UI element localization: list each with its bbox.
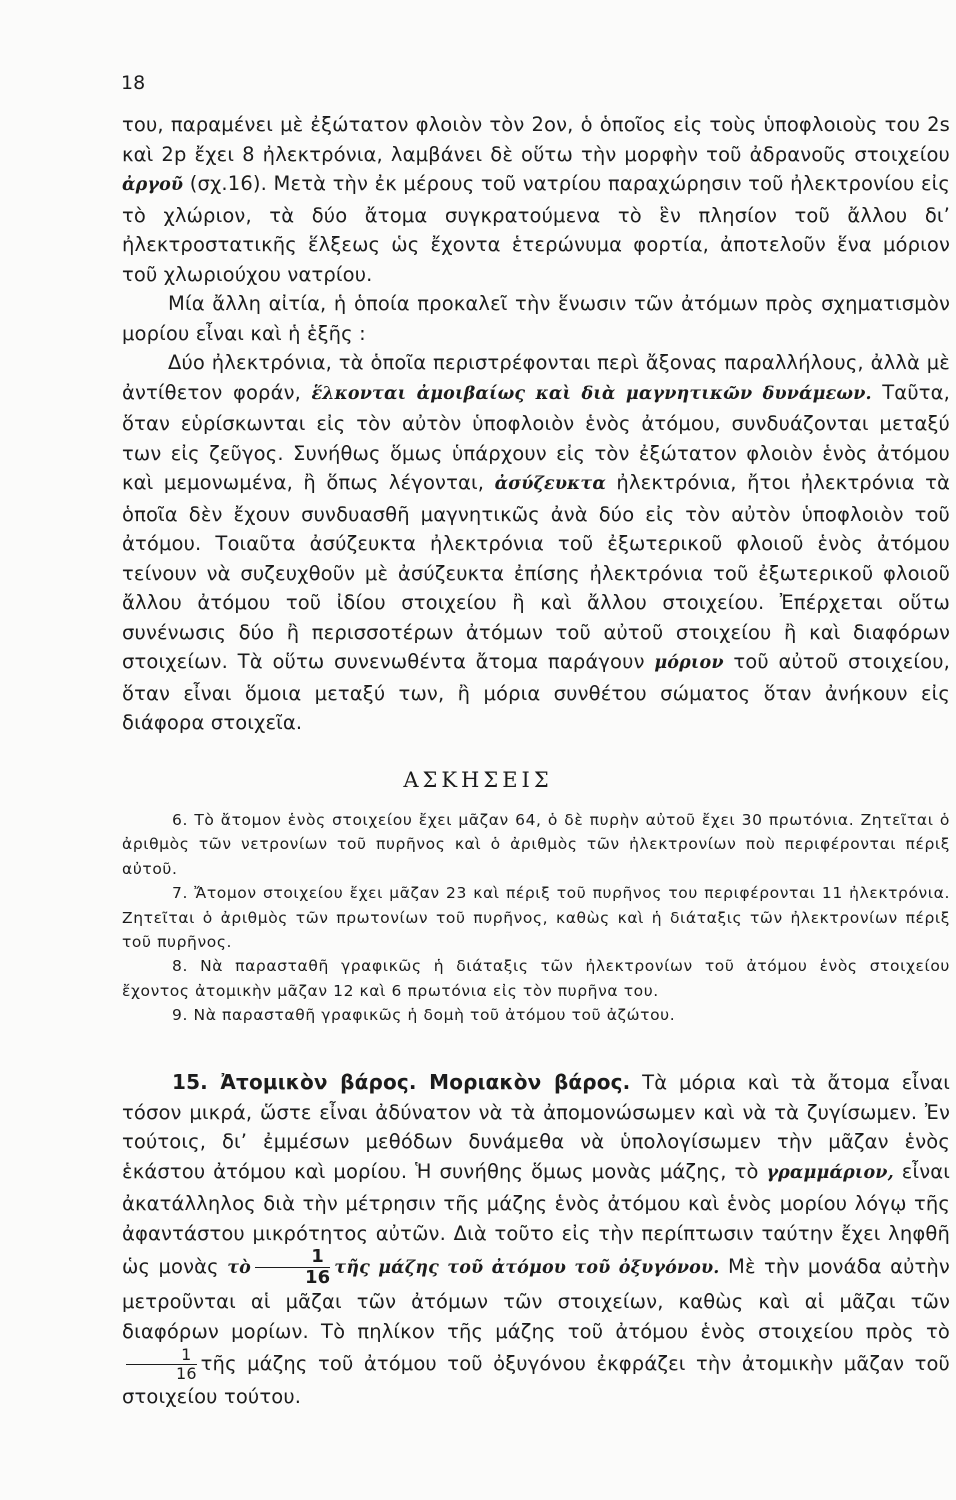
text-span: εἶναι ἀκατάλληλος διὰ τὴν μέτρησιν τῆς μάζης ἑνὸς ἀτόμου καὶ ἑνὸς μορίου λόγῳ τῆς ἀφαντάστου μικρότητος αὐτῶν. Διὰ τοῦτο εἰς τὴν περίπτωσιν ταύτην ἔχει ληφθῆ ὡς μονὰς bbox=[122, 1160, 950, 1279]
paragraph-other-cause: Μία ἄλλη αἰτία, ἡ ὁποία προκαλεῖ τὴν ἕνωσιν τῶν ἀτόμων πρὸς σχηματισμὸν μορίου εἶναι καὶ ἡ ἑξῆς : bbox=[122, 292, 950, 345]
paragraph-continuation bbox=[122, 110, 950, 289]
exercises-list bbox=[122, 808, 950, 1028]
exercise-item: 9. Νὰ παρασταθῆ γραφικῶς ἡ δομὴ τοῦ ἀτόμου τοῦ ἀζώτου. bbox=[172, 1006, 676, 1025]
text-span: Ταῦτα, ὅταν εὑρίσκωνται εἰς τὸν αὐτὸν ὑποφλοιὸν ἑνὸς ἀτόμου, συνδυάζονται μεταξύ των εἰς ζεῦγος. Συνήθως ὅμως ὑπάρχουν εἰς τὸν ἐξώτατον φλοιὸν ἑνὸς ἀτόμου καὶ μεμονωμένα, ἢ ὅπως λέγονται, bbox=[122, 380, 950, 494]
text-span: τῆς μάζης τοῦ ἀτόμου τοῦ ὀξυγόνου ἐκφράζει τὴν ἀτομικὴν μᾶζαν τοῦ στοιχείου τούτου. bbox=[122, 1351, 950, 1408]
fraction-numerator: 1 bbox=[126, 1347, 197, 1365]
emphasis-molecule: μόριον bbox=[654, 653, 724, 673]
intro-text bbox=[122, 110, 950, 738]
section-heading: 15. Ἀτομικὸν βάρος. Μοριακὸν βάρος. bbox=[172, 1070, 631, 1094]
text-span: Δύο ἠλεκτρόνια, τὰ ὁποῖα περιστρέφονται περὶ ἄξονας παραλλήλους, ἀλλὰ μὲ ἀντίθετον φοράν, bbox=[122, 351, 950, 404]
exercise-item: 7. Ἄτομον στοιχείου ἔχει μᾶζαν 23 καὶ πέριξ τοῦ πυρῆνος του περιφέρονται 11 ἠλεκτρόνια. Ζητεῖται ὁ ἀριθμὸς τῶν πρωτονίων τοῦ πυρῆνος, καθὼς καὶ ἡ διάταξις τῶν ἠλεκτρονίων πέριξ τοῦ πυρῆνος. bbox=[122, 884, 950, 952]
text-span: Τὰ μόρια καὶ τὰ ἄτομα εἶναι τόσον μικρά, ὥστε εἶναι ἀδύνατον νὰ τὰ ἀπομονώσωμεν καὶ νὰ τὰ ζυγίσωμεν. Ἐν τούτοις, δι’ ἐμμέσων μεθόδων δυνάμεθα νὰ ὑπολογίσωμεν τὴν μᾶζαν ἑνὸς ἑκάστου ἀτόμου καὶ μορίου. Ἡ συνήθης ὅμως μονὰς μάζης, τὸ bbox=[122, 1071, 950, 1184]
exercises-title: ΑΣΚΗΣΕΙΣ bbox=[403, 768, 553, 792]
exercise-item: 6. Τὸ ἄτομον ἑνὸς στοιχείου ἔχει μᾶζαν 64, ὁ δὲ πυρὴν αὐτοῦ ἔχει 30 πρωτόνια. Ζητεῖται ὁ ἀριθμὸς τῶν νετρονίων τοῦ πυρῆνος καὶ ὁ ἀριθμὸς τῶν ἠλεκτρονίων ποὺ περιφέρονται πέριξ αὐτοῦ. bbox=[122, 811, 950, 878]
emphasis-gram: γραμμάριον, bbox=[766, 1163, 894, 1184]
text-span: Μὲ τὴν μονάδα αὐτὴν μετροῦνται αἱ μᾶζαι τῶν ἀτόμων τῶν στοιχείων, καθὼς καὶ αἱ μᾶζαι τῶν διαφόρων μορίων. Τὸ πηλίκον τῆς μάζης τοῦ ἀτόμου ἑνὸς στοιχείου πρὸς τὸ bbox=[122, 1255, 950, 1343]
fraction-denominator: 16 bbox=[304, 1267, 331, 1289]
paragraph-electron-pairs bbox=[122, 348, 950, 738]
exercise-item: 8. Νὰ παρασταθῆ γραφικῶς ἡ διάταξις τῶν ἠλεκτρονίων τοῦ ἀτόμου ἑνὸς στοιχείου ἔχοντος ἀτομικὴν μᾶζαν 12 καὶ 6 πρωτόνια εἰς τὸν πυρῆνα του. bbox=[122, 957, 950, 1000]
emphasis-unpaired: ἀσύζευκτα bbox=[494, 474, 606, 494]
fraction-one-sixteenth bbox=[126, 1344, 197, 1383]
text-span: (σχ.16). Μετὰ τὴν ἐκ μέρους τοῦ νατρίου παραχώρησιν τοῦ ἠλεκτρονίου εἰς τὸ χλώριον, τὰ δύο ἄτομα συγκρατούμενα τὸ ἓν πλησίον τοῦ ἄλλου δι’ ἠλεκτροστατικῆς ἕλξεως ὡς ἔχοντα ἑτερώνυμα φορτία, ἀποτελοῦν ἕνα μόριον τοῦ χλωριούχου νατρίου. bbox=[122, 172, 950, 286]
fraction-denominator: 16 bbox=[176, 1363, 197, 1383]
text-span: τοῦ αὐτοῦ στοιχείου, ὅταν εἶναι ὅμοια μεταξύ των, ἢ μόρια συνθέτου σώματος ὅταν ἀνήκουν εἰς διάφορα στοιχεῖα. bbox=[122, 650, 951, 734]
emphasis-oxygen-mass: τῆς μάζης τοῦ ἀτόμου τοῦ ὀξυγόνου. bbox=[334, 1258, 720, 1279]
emphasis-argon: ἀργοῦ bbox=[122, 175, 184, 195]
emphasis-unit-start: τὸ bbox=[227, 1258, 251, 1279]
fraction-numerator: 1 bbox=[255, 1248, 330, 1268]
text-span: ἠλεκτρόνια, ἤτοι ἠλεκτρόνια τὰ ὁποῖα δὲν ἔχουν συνδυασθῆ μαγνητικῶς ἀνὰ δύο εἰς τὸν αὐτὸν ὑποφλοιὸν τοῦ ἀτόμου. Τοιαῦτα ἀσύζευκτα ἠλεκτρόνια τοῦ ἐξωτερικοῦ φλοιοῦ ἑνὸς ἀτόμου τείνουν νὰ συζευχθοῦν μὲ ἀσύζευκτα ἐπίσης ἠλεκτρόνια τοῦ ἐξωτερικοῦ φλοιοῦ ἄλλου ἀτόμου τοῦ ἰδίου στοιχείου ἢ καὶ ἄλλου στοιχείου. Ἐπέρχεται οὕτω συνένωσις δύο ἢ περισσοτέρων ἀτόμων τοῦ αὐτοῦ στοιχείου ἢ καὶ διαφόρων στοιχείων. Τὰ οὕτω συνενωθέντα ἄτομα παράγουν bbox=[122, 471, 950, 673]
page-number: 18 bbox=[121, 72, 146, 94]
text-span: του, παραμένει μὲ ἐξώτατον φλοιὸν τὸν 2ον, ὁ ὁποῖος εἰς τοὺς ὑποφλοιοὺς του 2s καὶ 2p ἔχει 8 ἠλεκτρόνια, λαμβάνει δὲ οὕτω τὴν μορφὴν τοῦ ἀδρανοῦς στοιχείου bbox=[122, 113, 950, 166]
emphasis-magnetic-forces: ἕλκονται ἀμοιβαίως καὶ διὰ μαγνητικῶν δυνάμεων. bbox=[311, 383, 872, 404]
section-paragraph bbox=[122, 1068, 950, 1411]
section-atomic-weight bbox=[122, 1068, 950, 1411]
fraction-one-sixteenth bbox=[255, 1248, 330, 1287]
